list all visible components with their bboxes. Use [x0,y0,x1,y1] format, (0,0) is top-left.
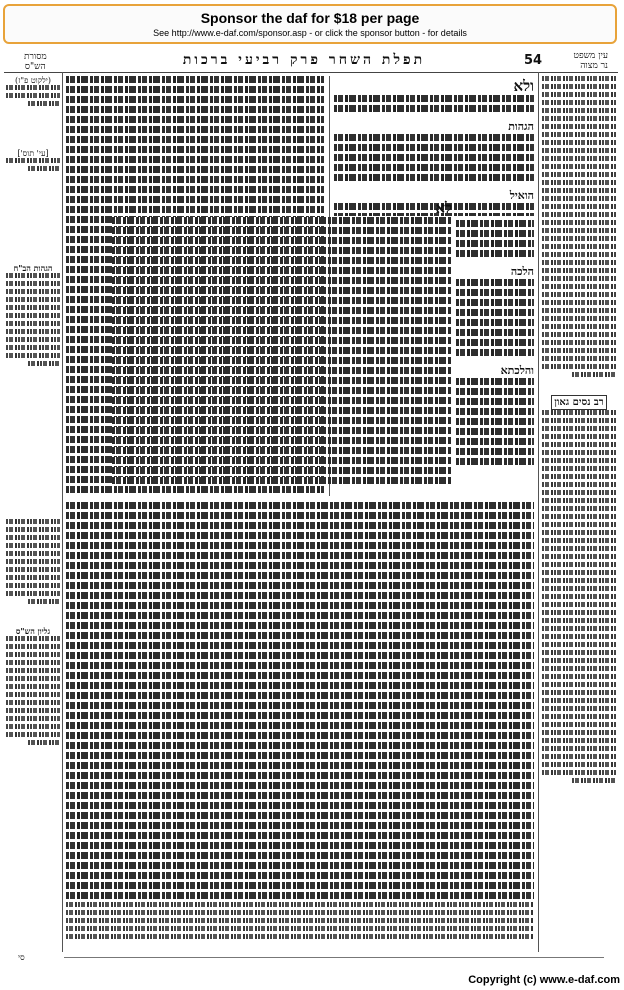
left-margin-header [24,52,47,72]
footer-rule [64,957,604,958]
page-header [4,50,618,73]
left-margin-rule [62,72,63,952]
left-margin-column [6,76,60,946]
page-code: סי [18,953,25,962]
margin-note: (ילקוט פ"ז) [15,76,51,85]
gemara-opening-word: לא [435,199,452,217]
dibur-hamatchil: הואיל [509,189,534,202]
rashi-column-lower [456,220,534,490]
right-margin-column [542,76,616,946]
sponsor-banner[interactable] [3,4,617,44]
rashi-column [334,76,534,216]
dibur-hamatchil: הלכה [510,265,534,278]
gemara-block-lower [66,502,534,952]
right-margin-header [574,51,608,71]
margin-note: [עי' תוס'] [17,149,49,158]
right-margin-rule [538,72,539,952]
gemara-block-upper [112,198,452,498]
copyright-link[interactable]: Copyright (c) www.e-daf.com [468,974,620,986]
rav-nissim-gaon-box: רב נסים גאון [551,395,606,410]
ein-mishpat-label: עין משפט [573,51,608,61]
sponsor-title[interactable]: Sponsor the daf for $18 per page [200,10,420,26]
running-title: תפלת השחר פרק רביעי ברכות [182,52,426,68]
gilyon-title: גליון הש"ס [15,626,51,636]
dibur-hamatchil: והלכתא [500,364,534,377]
opening-word: ולא [513,77,534,95]
ner-mitzva-label: נר מצוה [580,61,608,71]
page-number: 54 [524,53,543,68]
hashas-label: הש"ס [24,62,46,72]
sponsor-subtitle[interactable]: See http://www.e-daf.com/sponsor.asp - or click the sponsor button - for details [153,28,467,38]
talmud-page [4,50,618,970]
dibur-hamatchil: הגהות [508,120,534,133]
masoret-label: מסורת [24,52,47,62]
hagahot-title: הגהות הב"ח [13,263,53,273]
